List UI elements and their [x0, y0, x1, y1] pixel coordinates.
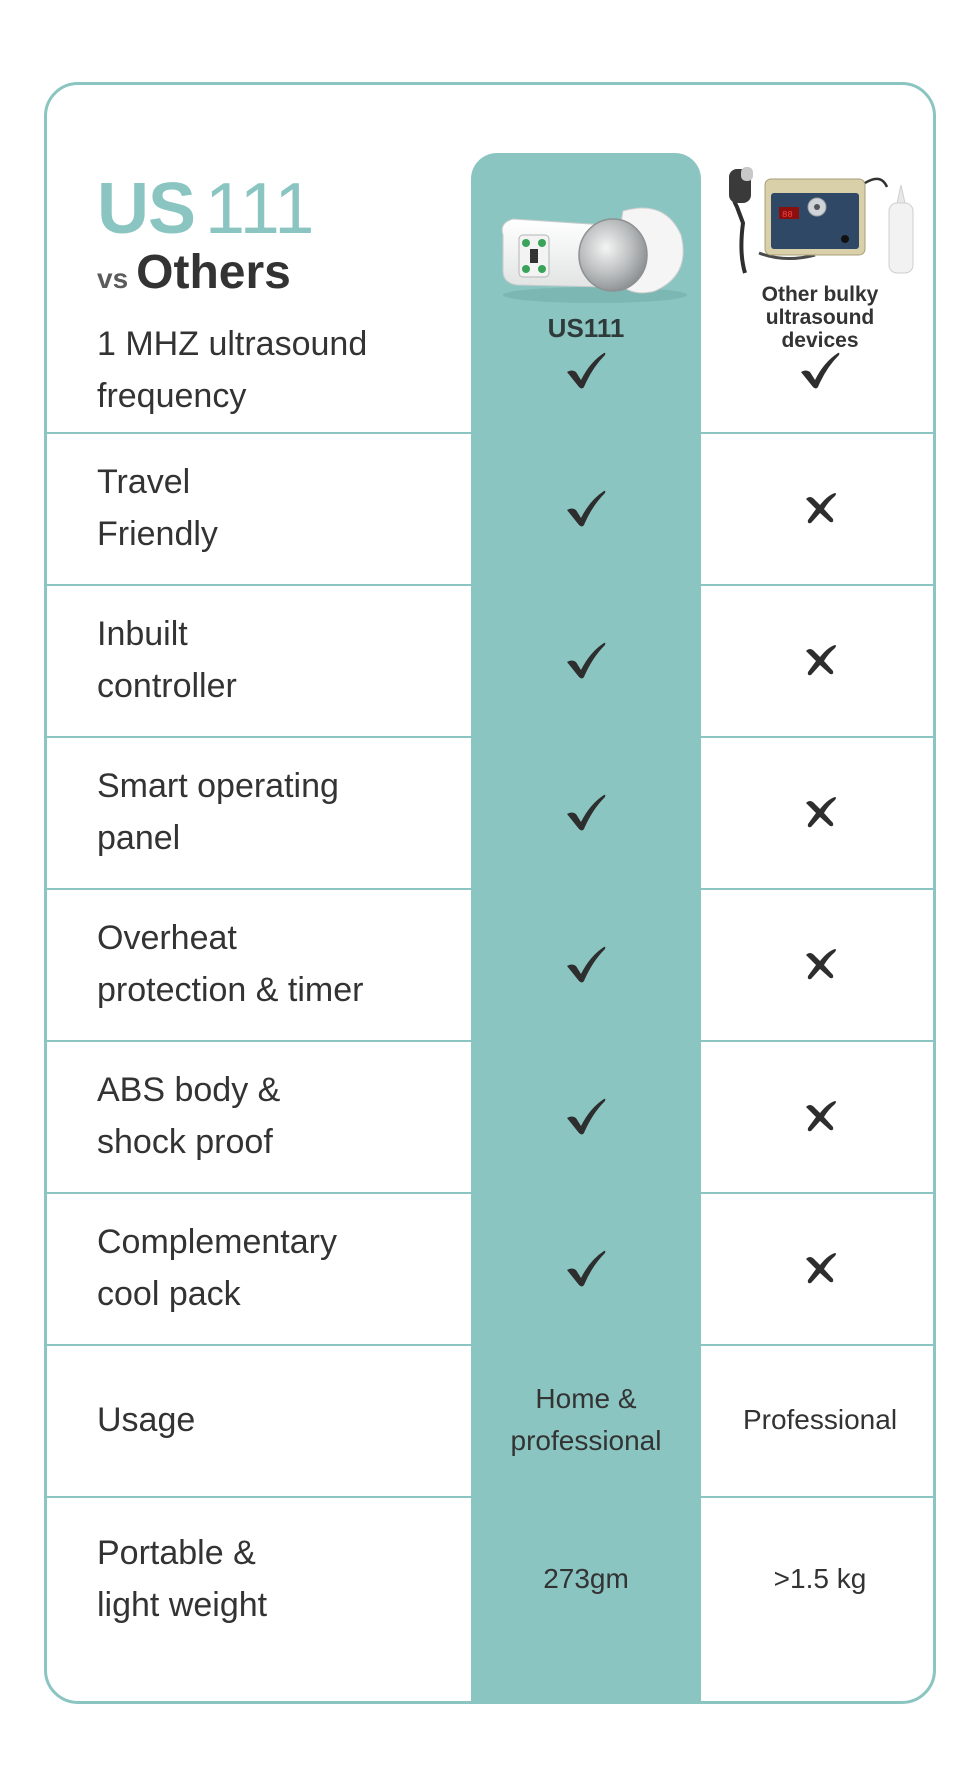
check-icon [471, 640, 701, 680]
check-icon [471, 944, 701, 984]
page-title [97, 169, 315, 299]
table-row [47, 1344, 936, 1496]
other-device-value: >1.5 kg [773, 1563, 867, 1594]
cross-icon [701, 1251, 936, 1285]
check-icon [471, 488, 701, 528]
cross-icon [701, 491, 936, 525]
feature-label: Travel Friendly [97, 463, 218, 553]
svg-text:88: 88 [782, 210, 793, 220]
cross-icon [701, 947, 936, 981]
table-row [47, 736, 936, 888]
title-us: US [97, 169, 196, 249]
check-icon [471, 1096, 701, 1136]
table-row [47, 584, 936, 736]
feature-label: Usage [97, 1401, 196, 1439]
check-icon [701, 350, 936, 390]
check-icon [471, 1248, 701, 1288]
us111-device-image [495, 195, 691, 305]
cross-icon [701, 643, 936, 677]
check-icon [471, 792, 701, 832]
feature-label: Portable & light weight [97, 1534, 268, 1624]
title-others: Others [136, 246, 291, 299]
cross-icon [701, 1099, 936, 1133]
us111-value: Home & professional [510, 1383, 662, 1456]
feature-label: ABS body & shock proof [97, 1071, 281, 1161]
comparison-card [44, 82, 936, 1704]
bulky-ultrasound-device-image [725, 163, 921, 283]
feature-label: Smart operating panel [97, 767, 339, 857]
us111-column-label: US111 [547, 313, 625, 343]
table-row [47, 432, 936, 584]
feature-label: Complementary cool pack [97, 1223, 337, 1313]
title-number: 111 [205, 169, 315, 249]
us111-value: 273gm [543, 1563, 629, 1594]
table-row [47, 888, 936, 1040]
feature-label: Overheat protection & timer [97, 919, 364, 1009]
other-device-value: Professional [742, 1404, 898, 1435]
table-row [47, 1040, 936, 1192]
title-vs: vs [97, 263, 129, 294]
other-devices-column-label: Other bulky ultrasound devices [761, 283, 879, 352]
check-icon [471, 350, 701, 390]
table-row [47, 308, 936, 432]
table-row [47, 1496, 936, 1662]
feature-label: 1 MHZ ultrasound frequency [97, 325, 368, 415]
feature-label: Inbuilt controller [97, 615, 237, 705]
cross-icon [701, 795, 936, 829]
table-row [47, 1192, 936, 1344]
